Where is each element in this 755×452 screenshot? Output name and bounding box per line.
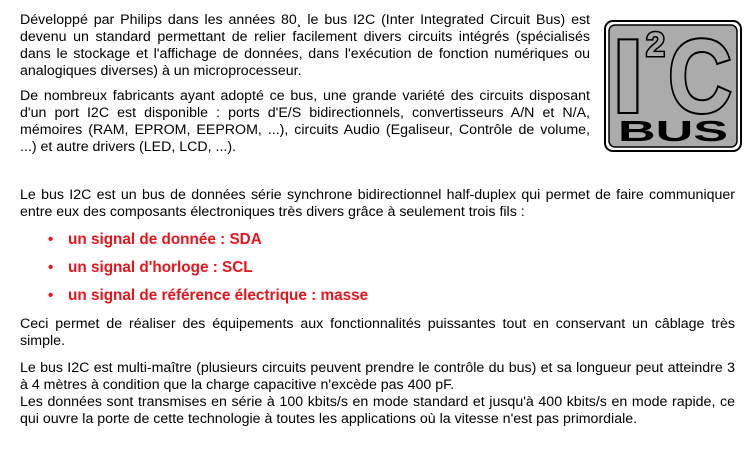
signal-list-item-scl <box>20 254 735 282</box>
body-paragraph-5: Le bus I2C est multi-maître (plusieurs circuits peuvent prendre le contrôle du bus) et sa longueur peut atteindre 3 à 4 mètres à condition que la charge capacitive n'excède pas 400 pF. <box>20 360 735 393</box>
logo-letter-i: I <box>612 20 644 135</box>
bullet-icon: • <box>48 259 54 276</box>
paragraph-spacer <box>20 350 735 360</box>
body-paragraph-3: Le bus I2C est un bus de données série synchrone bidirectionnel half-duplex qui permet de faire communiquer entre eux des composants électroniques très divers grâce à seulement trois fils : <box>20 187 735 220</box>
body-paragraph-4: Ceci permet de réaliser des équipements aux fonctionnalités puissantes tout en conservant un câblage très simple. <box>20 316 735 349</box>
signal-list-item-ground <box>20 282 735 310</box>
signal-label: un signal de référence électrique : masse <box>68 287 369 304</box>
intro-paragraph-1: Développé par Philips dans les années 80¸ le bus I2C (Inter Integrated Circuit Bus) est devenu un standard permettant de relier facilement divers circuits intégrés (spécialisés dans le stockage et l'affichage de données, dans l'exécution de fonction numériques ou analogiques diverses) à un microprocesseur. <box>20 12 590 79</box>
signal-label: un signal de donnée : SDA <box>68 231 262 248</box>
intro-section <box>20 12 590 164</box>
logo-bus-text: BUS <box>618 116 728 148</box>
signal-list-item-sda <box>20 226 735 254</box>
body-section <box>20 187 735 428</box>
logo-superscript-2: 2 <box>646 26 665 64</box>
logo-letter-c: C <box>668 20 732 135</box>
bullet-icon: • <box>48 287 54 304</box>
body-paragraph-6: Les données sont transmises en série à 100 kbits/s en mode standard et jusqu'à 400 kbits/s en mode rapide, ce qui ouvre la porte de cette technologie à toutes les applications où la vitesse n'est pas primordiale. <box>20 394 735 427</box>
bullet-icon: • <box>48 231 54 248</box>
intro-paragraph-2: De nombreux fabricants ayant adopté ce bus, une grande variété des circuits disposant d'un port I2C est disponible : ports d'E/S bidirectionnels, convertisseurs A/N et N/A, mémoires (RAM, EPROM, EEPROM, ...), circuits Audio (Egaliseur, Contrôle de volume, ...) et autre drivers (LED, LCD, ...). <box>20 88 590 155</box>
signal-label: un signal d'horloge : SCL <box>68 259 253 276</box>
i2c-bus-logo <box>604 20 742 152</box>
signal-list <box>20 226 735 310</box>
